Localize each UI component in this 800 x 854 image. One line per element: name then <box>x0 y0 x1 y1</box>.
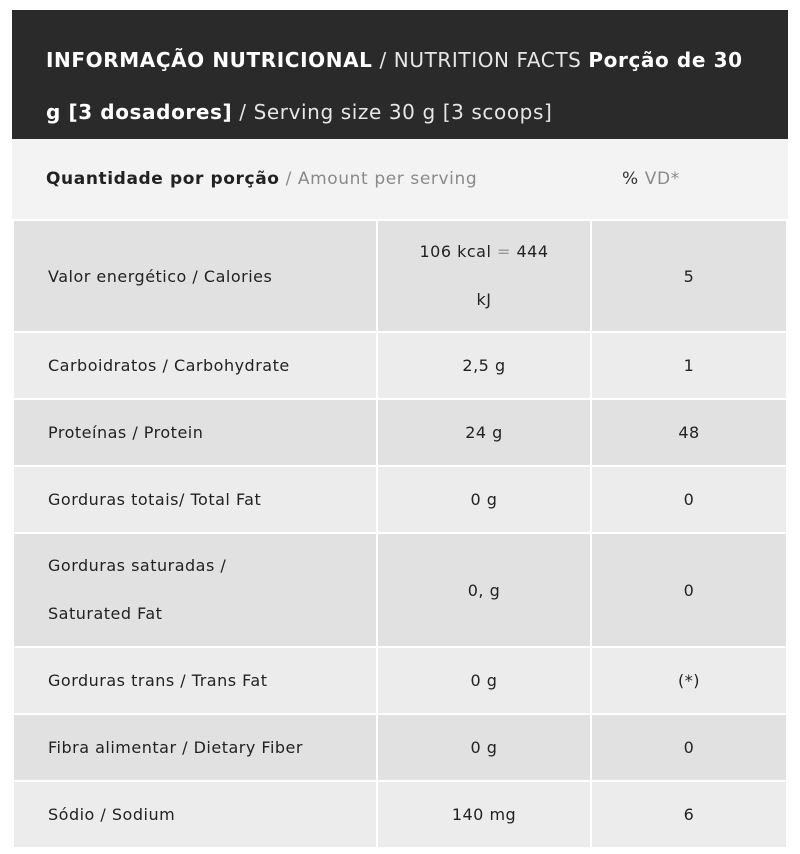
nutrient-amount: 0, g <box>377 533 591 647</box>
nutrient-name: Sódio / Sodium <box>13 781 377 848</box>
nutrient-amount: 140 mg <box>377 781 591 848</box>
nutrient-amount: 2,5 g <box>377 332 591 399</box>
portion-pt-part-b: g [3 dosadores] <box>46 100 233 124</box>
daily-value: 0 <box>591 714 787 781</box>
portion-separator: / <box>232 100 254 124</box>
title-separator: / <box>372 48 394 72</box>
nutrient-name: Valor energético / Calories <box>13 220 377 332</box>
nutrient-amount: 24 g <box>377 399 591 466</box>
amount-pt: Quantidade por porção <box>46 169 280 189</box>
amount-label <box>46 169 477 189</box>
vd-symbol: % <box>622 169 639 189</box>
amount-en: Amount per serving <box>297 169 478 189</box>
table-row <box>13 781 787 848</box>
header-line-1 <box>46 34 754 86</box>
table-row <box>13 466 787 533</box>
amount-separator: / <box>279 169 298 189</box>
nutrient-name <box>13 533 377 647</box>
table-row <box>13 647 787 714</box>
table-row <box>13 332 787 399</box>
calories-amount <box>419 228 548 324</box>
daily-value: 0 <box>591 466 787 533</box>
nutrient-name-line-2: Saturated Fat <box>48 604 163 623</box>
daily-value: 48 <box>591 399 787 466</box>
daily-value: 1 <box>591 332 787 399</box>
nutrition-header <box>12 10 788 139</box>
table-row <box>13 220 787 332</box>
daily-value: 6 <box>591 781 787 848</box>
nutrient-amount: 0 g <box>377 714 591 781</box>
nutrient-name: Gorduras trans / Trans Fat <box>13 647 377 714</box>
title-pt: INFORMAÇÃO NUTRICIONAL <box>46 48 373 72</box>
kj-value: 444 <box>516 242 549 261</box>
nutrient-name: Fibra alimentar / Dietary Fiber <box>13 714 377 781</box>
nutrient-amount: 0 g <box>377 647 591 714</box>
vd-label: VD* <box>638 169 680 189</box>
header-line-2 <box>46 86 754 138</box>
nutrition-table <box>12 219 788 849</box>
nutrient-name: Proteínas / Protein <box>13 399 377 466</box>
daily-value-header <box>622 169 680 189</box>
table-row <box>13 533 787 647</box>
equals-sign: = <box>491 242 517 261</box>
kj-unit: kJ <box>476 290 492 309</box>
table-row <box>13 399 787 466</box>
nutrient-amount: 0 g <box>377 466 591 533</box>
portion-pt-part-a: Porção de 30 <box>588 48 743 72</box>
nutrient-name: Carboidratos / Carbohydrate <box>13 332 377 399</box>
title-en: NUTRITION FACTS <box>393 48 582 72</box>
amount-per-serving-header <box>12 139 788 219</box>
nutrient-name-line-1: Gorduras saturadas / <box>48 556 227 575</box>
kcal-value: 106 kcal <box>419 242 492 261</box>
portion-en: Serving size 30 g [3 scoops] <box>253 100 553 124</box>
daily-value: 0 <box>591 533 787 647</box>
table-row <box>13 714 787 781</box>
nutrition-facts-panel <box>12 10 788 852</box>
daily-value: 5 <box>591 220 787 332</box>
nutrient-name: Gorduras totais/ Total Fat <box>13 466 377 533</box>
daily-value: (*) <box>591 647 787 714</box>
nutrient-amount <box>377 220 591 332</box>
